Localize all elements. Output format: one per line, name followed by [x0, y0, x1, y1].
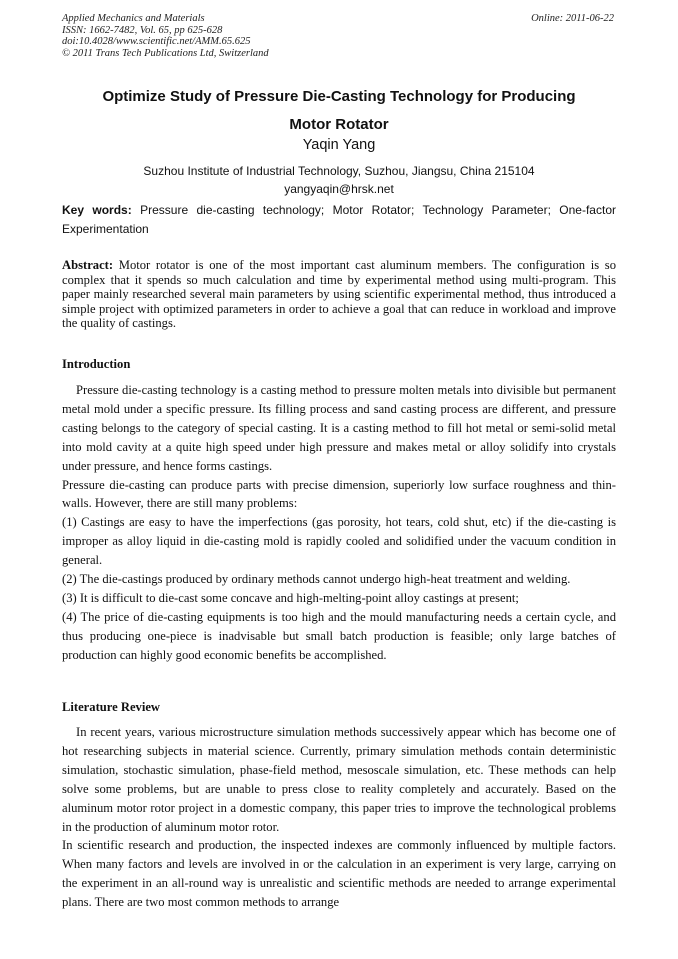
intro-list-item: (4) The price of die-casting equipments is too high and the mould manufacturing needs a certain cycle, and thus producing one-piece is inadvisable but small batch production is feasible; only large batches of production can highly good economic benefits be accomplished.: [62, 609, 616, 662]
review-paragraph: In recent years, various microstructure simulation methods successively appear which has become one of hot researching subjects in material science. Currently, primary simulation methods contain deterministic simulation, stochastic simulation, phase-field method, mesoscale simulation, etc. These methods can help solve some problems, but are unable to press close to reality completely and accurately. Based on the aluminum motor rotor project in a domestic company, this paper tries to improve the technological problems in the production of aluminum motor rotor.: [62, 725, 616, 834]
literature-review-body: [62, 723, 616, 912]
intro-list-item: (2) The die-castings produced by ordinary methods cannot undergo high-heat treatment and welding.: [62, 572, 571, 587]
intro-paragraph: Pressure die-casting can produce parts with precise dimension, superiorly low surface roughness and thin-walls. However, there are still many problems:: [62, 477, 616, 511]
author-email: yangyaqin@hrsk.net: [284, 182, 394, 196]
abstract-text: Motor rotator is one of the most important cast aluminum members. The configuration is so complex that it spends so much calculation and time by experimental method using multi-program. This paper mainly researched several main parameters by using scientific experimental method, thus introduced a simple project with optimized parameters in order to achieve a goal that can reduce in workload and improve the quality of castings.: [62, 258, 616, 331]
journal-name: Applied Mechanics and Materials: [62, 13, 205, 24]
paper-title-line-2: Motor Rotator: [289, 116, 389, 133]
keywords-label: Key words:: [62, 203, 132, 217]
copyright-line: © 2011 Trans Tech Publications Ltd, Switzerland: [62, 47, 269, 59]
keywords-block: [62, 201, 616, 239]
doi-line: doi:10.4028/www.scientific.net/AMM.65.625: [62, 36, 251, 48]
review-paragraph: In scientific research and production, the inspected indexes are commonly influenced by multiple factors. When many factors and levels are involved in or the calculation in an experiment is very large, carrying on the experiment in an all-round way is unrealistic and scientific methods are needed to arrange experimental plans. There are two most common methods to arrange: [62, 838, 616, 910]
literature-review-heading: Literature Review: [62, 700, 161, 714]
author-name: Yaqin Yang: [302, 137, 376, 153]
author-affiliation: Suzhou Institute of Industrial Technology, Suzhou, Jiangsu, China 215104: [143, 164, 535, 178]
abstract-label: Abstract:: [62, 258, 114, 272]
intro-list-item: (3) It is difficult to die-cast some concave and high-melting-point alloy castings at present;: [62, 590, 519, 605]
paper-title-line-1: Optimize Study of Pressure Die-Casting Technology for Producing: [102, 88, 576, 105]
journal-header: [62, 13, 269, 59]
introduction-body: [62, 381, 616, 665]
online-date: Online: 2011-06-22: [531, 13, 614, 24]
intro-paragraph: Pressure die-casting technology is a casting method to pressure molten metals into divisible but permanent metal mold under a specific pressure. Its filling process and sand casting process are different, and pressure casting belongs to the category of special casting. It is a casting method to fill hot metal or semi-solid metal into mold cavity at a quite high speed under high pressure and makes metal or alloy solidify into crystals under pressure, and hence forms castings.: [62, 383, 616, 473]
introduction-heading: Introduction: [62, 357, 131, 371]
keywords-text: Pressure die-casting technology; Motor Rotator; Technology Parameter; One-factor Experimentation: [62, 203, 616, 236]
issn-line: ISSN: 1662-7482, Vol. 65, pp 625-628: [62, 24, 223, 36]
intro-list-item: (1) Castings are easy to have the imperfections (gas porosity, hot tears, cold shut, etc) if the die-casting is improper as alloy liquid in die-casting mold is rapidly cooled and solidified under the vacuum condition in general.: [62, 515, 616, 568]
abstract-block: [62, 258, 616, 331]
